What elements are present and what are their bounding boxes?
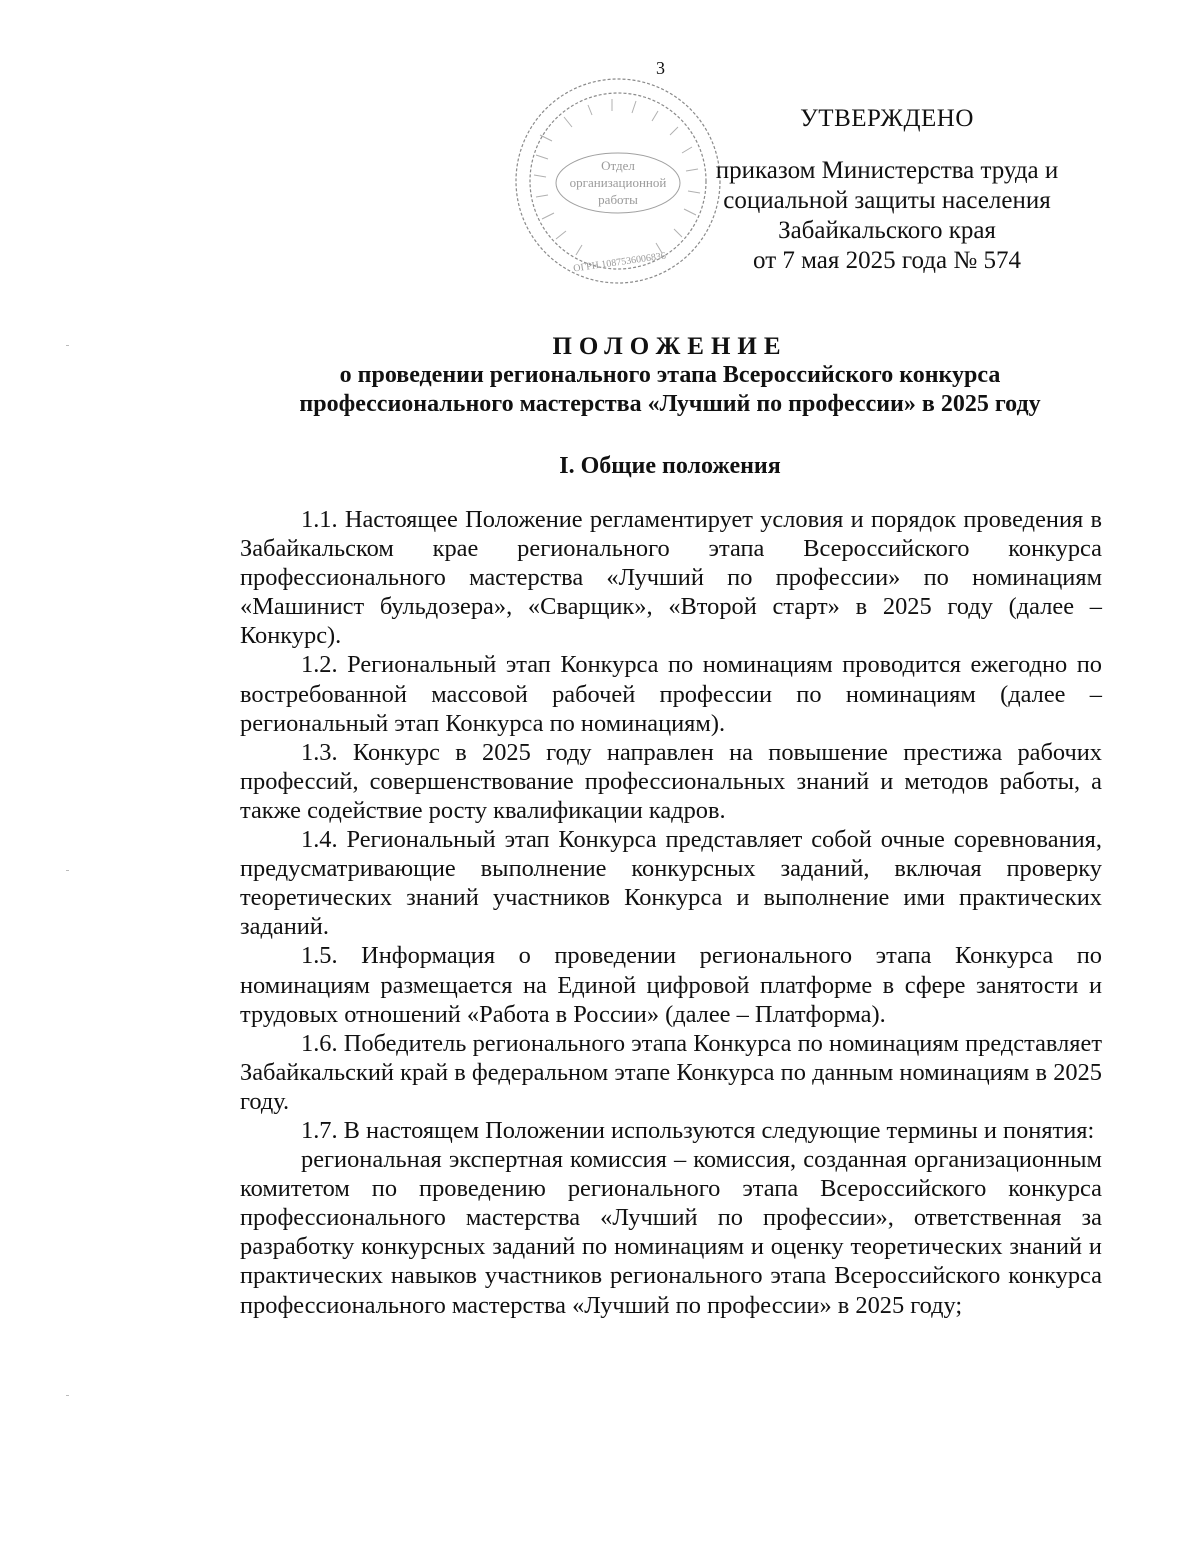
document-heading — [240, 332, 1100, 419]
page-number: 3 — [656, 58, 665, 78]
scan-margin-mark — [66, 345, 69, 346]
definition-regional-expert-commission: региональная экспертная комиссия – комиссия, созданная организационным комитетом по проведению регионального этапа Всероссийского конкурса профессионального мастерства «Лучший по профессии», ответственная за разработку конкурсных заданий по номинациям и оценку теоретических знаний и практических навыков участников регионального этапа Всероссийского конкурса профессионального мастерства «Лучший по профессии» в 2025 году; — [240, 1146, 1102, 1319]
svg-text:организационной: организационной — [569, 175, 667, 190]
document-title: ПОЛОЖЕНИЕ — [552, 333, 788, 360]
document-subtitle-line: профессионального мастерства «Лучший по профессии» в 2025 году — [299, 391, 1041, 417]
paragraph-1-2: 1.2. Региональный этап Конкурса по номинациям проводится ежегодно по востребованной массовой рабочей профессии по номинациям (далее – региональный этап Конкурса по номинациям). — [240, 651, 1102, 737]
section-title: I. Общие положения — [559, 453, 781, 479]
approval-line: приказом Министерства труда и — [715, 157, 1059, 184]
svg-text:ОГРН 1087536006836: ОГРН 1087536006836 — [572, 250, 667, 275]
scan-margin-mark — [66, 1395, 69, 1396]
paragraph-1-6: 1.6. Победитель регионального этапа Конкурса по номинациям представляет Забайкальский край в федеральном этапе Конкурса по данным номинациям в 2025 году. — [240, 1029, 1102, 1115]
paragraph-1-3: 1.3. Конкурс в 2025 году направлен на повышение престижа рабочих профессий, совершенствование профессиональных знаний и методов работы, а также содействие росту квалификации кадров. — [240, 738, 1102, 824]
paragraph-1-7: 1.7. В настоящем Положении используются следующие термины и понятия: — [301, 1116, 1095, 1144]
paragraph-1-4: 1.4. Региональный этап Конкурса представляет собой очные соревнования, предусматривающие выполнение конкурсных заданий, включая проверку теоретических знаний участников Конкурса и выполнение ими практических заданий. — [240, 826, 1102, 941]
document-body — [240, 505, 1102, 1320]
svg-text:Отдел: Отдел — [601, 158, 635, 173]
approval-block — [692, 104, 1082, 276]
svg-text:работы: работы — [598, 192, 638, 207]
approval-line: Забайкальского края — [778, 217, 996, 244]
paragraph-1-1: 1.1. Настоящее Положение регламентирует условия и порядок проведения в Забайкальском крае регионального этапа Всероссийского конкурса профессионального мастерства «Лучший по профессии» по номинациям «Машинист бульдозера», «Сварщик», «Второй старт» в 2025 году (далее – Конкурс). — [240, 506, 1102, 650]
approval-title: УТВЕРЖДЕНО — [800, 105, 974, 132]
approval-line: от 7 мая 2025 года № 574 — [753, 247, 1021, 274]
approval-line: социальной защиты населения — [723, 187, 1051, 214]
scan-margin-mark — [66, 870, 69, 871]
document-subtitle-line: о проведении регионального этапа Всероссийского конкурса — [339, 362, 1001, 388]
paragraph-1-5: 1.5. Информация о проведении регионального этапа Конкурса по номинациям размещается на Единой цифровой платформе в сфере занятости и трудовых отношений «Работа в России» (далее – Платформа). — [240, 942, 1102, 1028]
